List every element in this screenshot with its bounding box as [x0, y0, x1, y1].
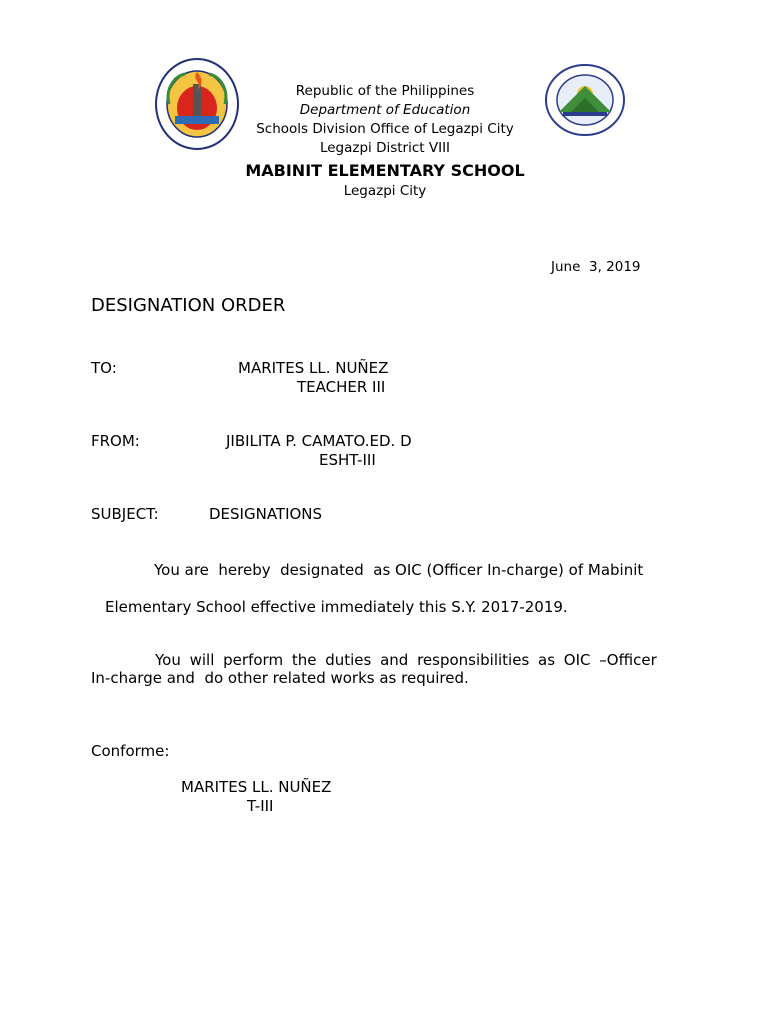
conforme-label: Conforme:: [91, 742, 170, 760]
letter-date: June 3, 2019: [551, 259, 641, 275]
header-city: Legazpi City: [343, 183, 427, 199]
subject-value: DESIGNATIONS: [209, 505, 323, 523]
from-label: FROM:: [91, 432, 140, 450]
header-republic: Republic of the Philippines: [295, 83, 475, 99]
header-department: Department of Education: [299, 102, 471, 118]
from-position: ESHT-III: [319, 451, 376, 469]
school-seal-icon: [545, 64, 625, 136]
deped-seal-icon: [155, 58, 239, 150]
paragraph1-line2: Elementary School effective immediately this S.Y. 2017-2019.: [105, 598, 568, 616]
conforme-name: MARITES LL. NUÑEZ: [181, 778, 332, 796]
paragraph2-line1: You will perform the duties and responsibilities as OIC –Officer: [155, 651, 657, 669]
to-name: MARITES LL. NUÑEZ: [238, 359, 389, 377]
header-district: Legazpi District VIII: [319, 140, 451, 156]
to-label: TO:: [91, 359, 117, 377]
to-position: TEACHER III: [297, 378, 386, 396]
subject-label: SUBJECT:: [91, 505, 159, 523]
conforme-position: T-III: [247, 797, 274, 815]
paragraph1-line1: You are hereby designated as OIC (Officer In-charge) of Mabinit: [154, 561, 644, 579]
from-name: JIBILITA P. CAMATO.ED. D: [226, 432, 412, 450]
school-name: MABINIT ELEMENTARY SCHOOL: [245, 161, 525, 180]
paragraph2-line2: In-charge and do other related works as required.: [91, 669, 469, 687]
document-title: DESIGNATION ORDER: [91, 295, 286, 316]
header-division-office: Schools Division Office of Legazpi City: [256, 121, 514, 137]
